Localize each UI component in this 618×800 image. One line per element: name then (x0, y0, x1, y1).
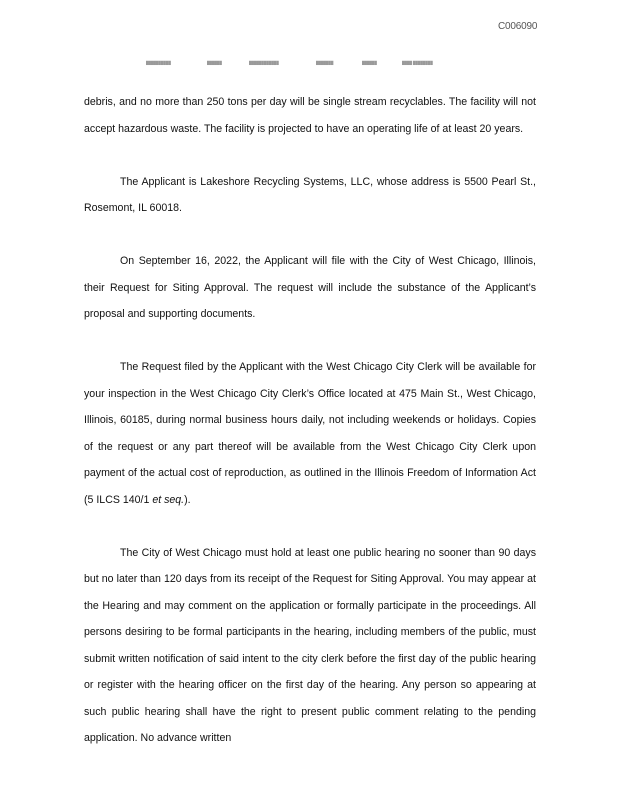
header-field: ██████ (207, 61, 222, 65)
inspection-text: The Request filed by the Applicant with the West Chicago City Clerk will be available for your inspection in the West Chicago City Clerk’s Office located at 475 Main St., West Chicago, Illinois, 60185, during normal business hours daily, not including weekends or holidays. Copies of the request or any part thereof will be available from the West Chicago City Clerk upon payment of the actual cost of reproduction, as outlined in the Illinois Freedom of Information Act (5 ILCS 140/1 (84, 361, 536, 506)
paragraph-facility-continuation: debris, and no more than 250 tons per day will be single stream recyclables. The facility will not accept hazardous waste. The facility is projected to have an operating life of at least 20 years. (84, 96, 536, 135)
bates-number: C006090 (498, 21, 538, 32)
header-field: ███████ (316, 61, 334, 65)
et-seq-italic: et seq. (152, 493, 185, 506)
header-field: ████ ████████ (402, 61, 433, 65)
header-field: ██████████ (146, 61, 171, 65)
inspection-text-end: ). (184, 493, 191, 506)
document-body (84, 89, 536, 778)
paragraph-inspection (84, 354, 536, 513)
paragraph-public-hearing: The City of West Chicago must hold at least one public hearing no sooner than 90 days but no later than 120 days from its receipt of the Request for Siting Approval. You may appear at the Hearing and may comment on the application or formally participate in the proceedings. All persons desiring to be formal participants in the hearing, including members of the public, must submit written notification of said intent to the city clerk before the first day of the public hearing or register with the hearing officer on the first day of the hearing. Any person so appearing at such public hearing shall have the right to present public comment relating to the pending application. No advance written (84, 546, 536, 744)
header-field: ████████████ (249, 61, 279, 65)
paragraph-filing-date: On September 16, 2022, the Applicant will file with the City of West Chicago, Illinois, their Request for Siting Approval. The request will include the substance of the Applicant’s proposal and supporting documents. (84, 255, 536, 320)
header-field: ██████ (362, 61, 377, 65)
paragraph-applicant: The Applicant is Lakeshore Recycling Systems, LLC, whose address is 5500 Pearl St., Rosemont, IL 60018. (84, 175, 536, 214)
